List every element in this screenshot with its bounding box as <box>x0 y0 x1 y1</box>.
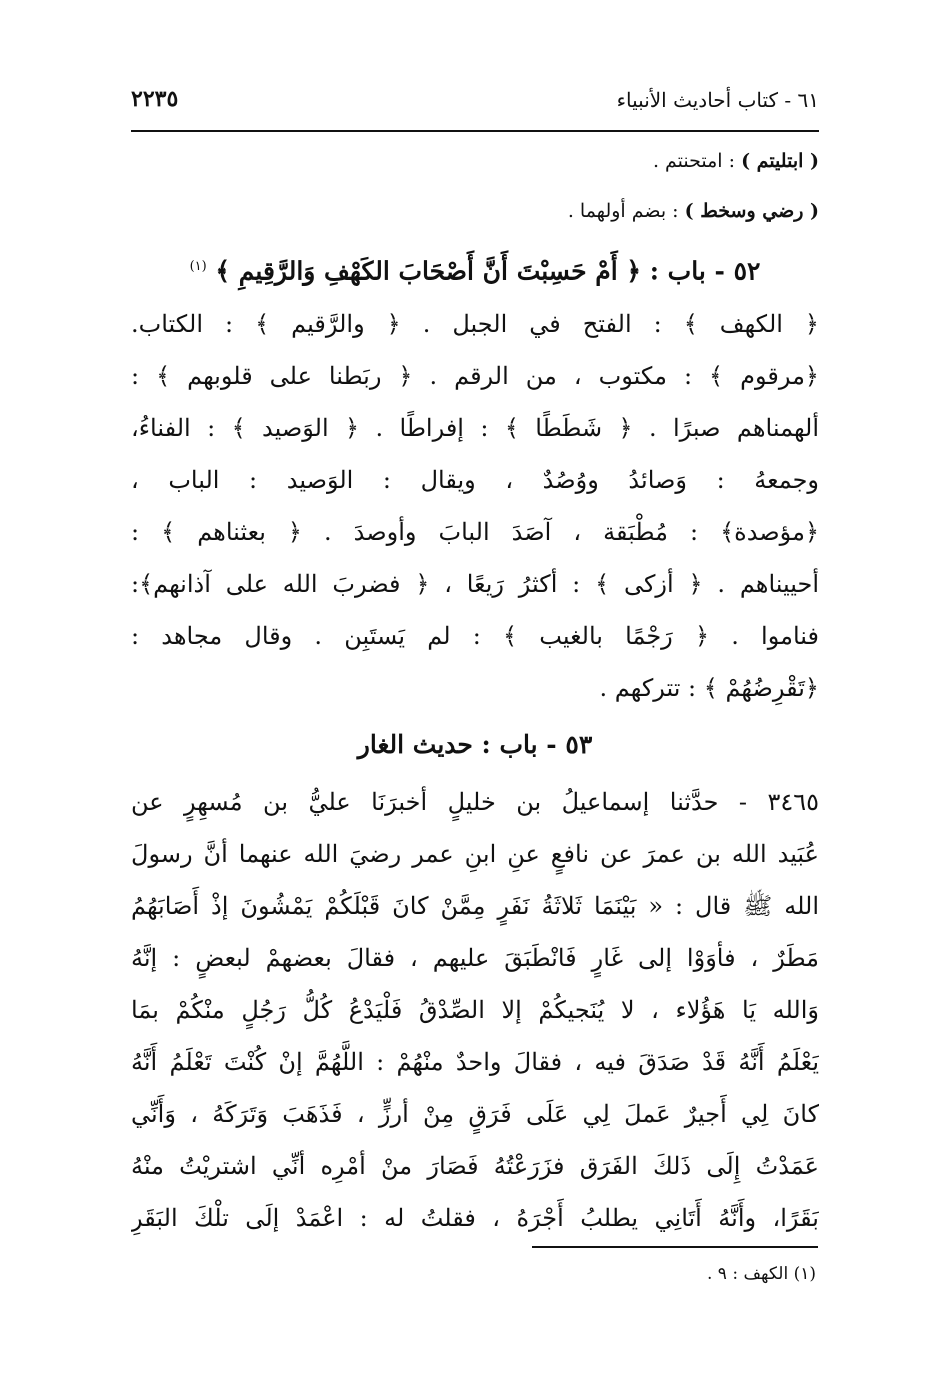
chapter-heading-52: ٥٢ - باب : ﴿ أَمْ حَسِبْتَ أَنَّ أَصْحَابَ الكَهْفِ وَالرَّقِيمِ ﴾ $^{(١)}$ <box>189 256 761 286</box>
hadith-line: مَطَرٌ ، فأوَوْا إلى غَارٍ فَانْطَبَقَ عليهم ، فقالَ بعضهمْ لبعضٍ : إنَّهُ <box>131 944 819 972</box>
hadith-line: بَقَرًا، وأَنَّهُ أَتَانِي يطلبُ أَجْرَهُ ، فقلتُ له : اعْمَدْ إلَى تلْكَ البَقَرِ <box>131 1204 819 1232</box>
hadith-line: كانَ لِي أَجيرٌ عَملَ لِي عَلَى فَرَقٍ مِنْ أرزٍّ ، فَذَهَبَ وَتَرَكَهُ ، وَأَنِّي <box>131 1100 819 1128</box>
footnote-reference: (١) <box>189 259 207 274</box>
glossary-line: ﴿مؤصدة﴾ : مُطْبَقة ، آصَدَ البابَ وأوصدَ . ﴿ بعثناهم ﴾ : <box>131 518 819 546</box>
hadith-line: الله ﷺ قال : « بَيْنَمَا ثَلاثَةُ نَفَرٍ مِمَّنْ كانَ قَبْلَكُمْ يَمْشُونَ إذْ أَصَابَهُمُ <box>131 892 819 920</box>
glossary-line: ألهمناهم صبرًا . ﴿ شَطَطًا ﴾ : إفراطًا . ﴿ الوَصيد ﴾ : الفناءُ، <box>131 414 819 442</box>
glossary-line: فناموا . ﴿ رَجْمًا بالغيب ﴾ : لم يَستَبِن . وقال مجاهد : <box>131 622 819 650</box>
hadith-line: عَمَدْتُ إِلَى ذَلكَ الفَرَق فزَرَعْتُهُ فَصَارَ منْ أمْرِه أنِّي اشتريْتُ منْهُ <box>131 1152 819 1180</box>
hadith-line: وَالله يَا هَؤُلاء ، لا يُنَجيكُمْ إلا الصِّدْقُ فَلْيَدْعُ كُلُّ رَجُلٍ منْكُمْ بمَا <box>131 996 819 1024</box>
glossary-line: وجمعهُ : وَصائدُ ووُصُدٌ ، ويقال : الوَصيد : الباب ، <box>131 466 819 494</box>
page-number: ٢٢٣٥ <box>131 86 179 112</box>
page-body <box>131 136 819 1244</box>
chapter-heading-53: ٥٣ - باب : حديث الغار <box>357 730 593 759</box>
glossary-line: أحييناهم . ﴿ أزكى ﴾ : أكثرُ رَيعًا ، ﴿ فضربَ الله على آذانهم﴾: <box>131 570 819 598</box>
header-rule <box>131 130 819 132</box>
glossary-line: ﴿تَقْرِضُهُمْ ﴾ : تتركهم . <box>599 674 819 702</box>
footnote-rule <box>532 1246 818 1248</box>
footnote: (١) الكهف : ٩ . <box>706 1264 816 1284</box>
hadith-line: عُبَيد الله بن عمرَ عن نافعٍ عنِ ابنِ عمر رضيَ الله عنهما أنَّ رسولَ <box>131 840 819 868</box>
page-header <box>131 88 819 124</box>
running-title: ٦١ - كتاب أحاديث الأنبياء <box>616 88 819 112</box>
hadith-line: ٣٤٦٥ - حدَّثنا إسماعيلُ بن خليلٍ أخبرَنَا عليُّ بن مُسهِرٍ عن <box>131 788 819 816</box>
hadith-line: يَعْلَمُ أَنَّهُ قَدْ صَدَقَ فيه ، فقالَ واحدٌ منْهُمْ : اللَّهُمَّ إنْ كُنْتَ تَعْلَمُ أَنَّهُ <box>131 1048 819 1076</box>
glossary-entry: ( رضي وسخط ) : بضم أولهما . <box>567 200 819 222</box>
glossary-line: ﴿مرقوم ﴾ : مكتوب ، من الرقم . ﴿ ربَطنا على قلوبهم ﴾ : <box>131 362 819 390</box>
glossary-entry: ( ابتليتم ) : امتحنتم . <box>652 150 819 172</box>
glossary-line: ﴿ الكهف ﴾ : الفتح في الجبل . ﴿ والرَّقيم ﴾ : الكتاب. <box>131 310 819 338</box>
